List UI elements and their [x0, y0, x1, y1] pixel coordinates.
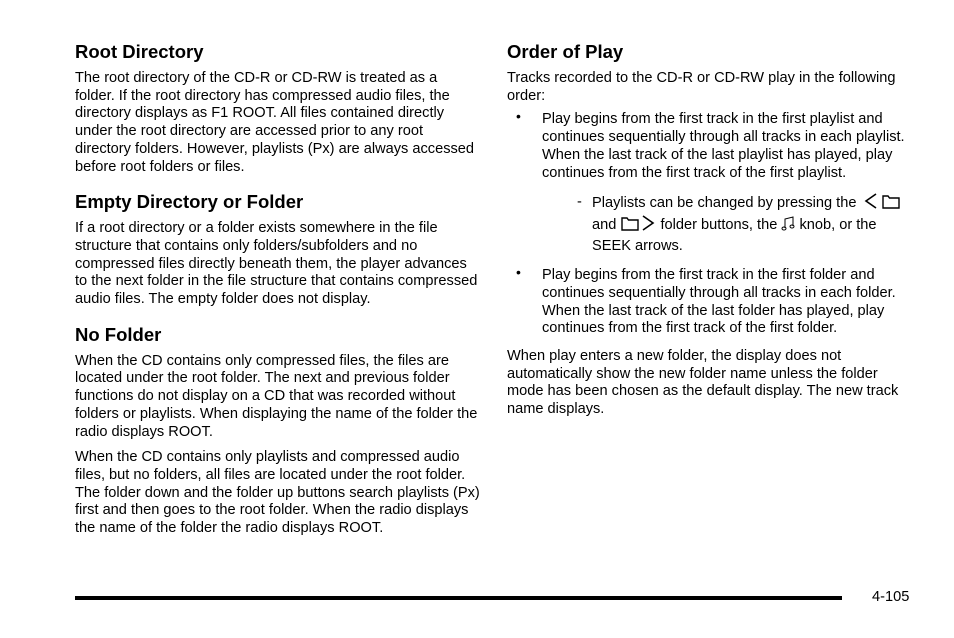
heading-order-of-play: Order of Play [507, 41, 624, 62]
page-number: 4-105 [872, 589, 910, 605]
bullet-text: Play begins from the first track in the first playlist and continues sequentially through all tracks in each playlist. When the last track of the last playlist has played, play continues from the first track of the first playlist. [542, 111, 905, 181]
section-no-folder [75, 323, 480, 538]
music-note-icon [781, 216, 795, 232]
heading-root-directory: Root Directory [75, 41, 204, 62]
right-column [507, 40, 912, 427]
folder-icon [881, 192, 901, 210]
chevron-left-icon [861, 192, 881, 210]
list-item [507, 108, 912, 257]
bullet-icon: • [516, 108, 521, 125]
sub-item [542, 192, 912, 257]
closing-paragraph: When play enters a new folder, the display does not automatically show the new folder name unless the folder mode has been chosen as the default display. The new track name displays. [507, 348, 899, 418]
chevron-right-icon [640, 214, 656, 232]
section-empty-directory [75, 190, 480, 309]
footer-rule [75, 596, 842, 600]
paragraph: If a root directory or a folder exists somewhere in the file structure that contains only folders/subfolders and no compressed files directly beneath them, the player advances to the next folder in the file structure that contains compressed audio files. The empty folder does not display. [75, 220, 478, 308]
sub-text: folder buttons, the [660, 217, 778, 234]
dash: - [577, 194, 582, 211]
intro-paragraph: Tracks recorded to the CD-R or CD-RW play in the following order: [507, 70, 896, 104]
bullet-text: Play begins from the first track in the first folder and continues sequentially through all tracks in each folder. When the last track of the last folder has played, play continues from the first track of the first folder. [542, 267, 896, 337]
bullet-icon: • [516, 264, 521, 281]
list-item [507, 264, 912, 338]
paragraph: When the CD contains only playlists and compressed audio files, but no folders, all files are located under the root folder. The folder down and the folder up buttons search playlists (Px) first and then goes to the root folder. When the radio displays the name of the folder the radio displays ROOT. [75, 449, 480, 537]
bullet-list [507, 108, 912, 338]
heading-empty-directory: Empty Directory or Folder [75, 191, 304, 213]
sub-text: knob, or the SEEK arrows. [592, 217, 877, 255]
left-column [75, 40, 480, 552]
sub-text: Playlists can be changed by pressing the [592, 195, 857, 212]
folder-icon [620, 214, 640, 232]
paragraph: The root directory of the CD-R or CD-RW is treated as a folder. If the root directory has compressed audio files, the directory displays as F1 ROOT. All files contained directly under the root directory are accessed prior to any root directory folders. However, playlists (Px) are always accessed before root folders or files. [75, 70, 475, 175]
paragraph: When the CD contains only compressed files, the files are located under the root folder. The next and previous folder functions do not display on a CD that was recorded without folders or playlists. When displaying the name of the folder the radio displays ROOT. [75, 352, 478, 440]
heading-no-folder: No Folder [75, 323, 162, 345]
section-root-directory [75, 40, 480, 176]
sub-text: and [592, 217, 617, 234]
